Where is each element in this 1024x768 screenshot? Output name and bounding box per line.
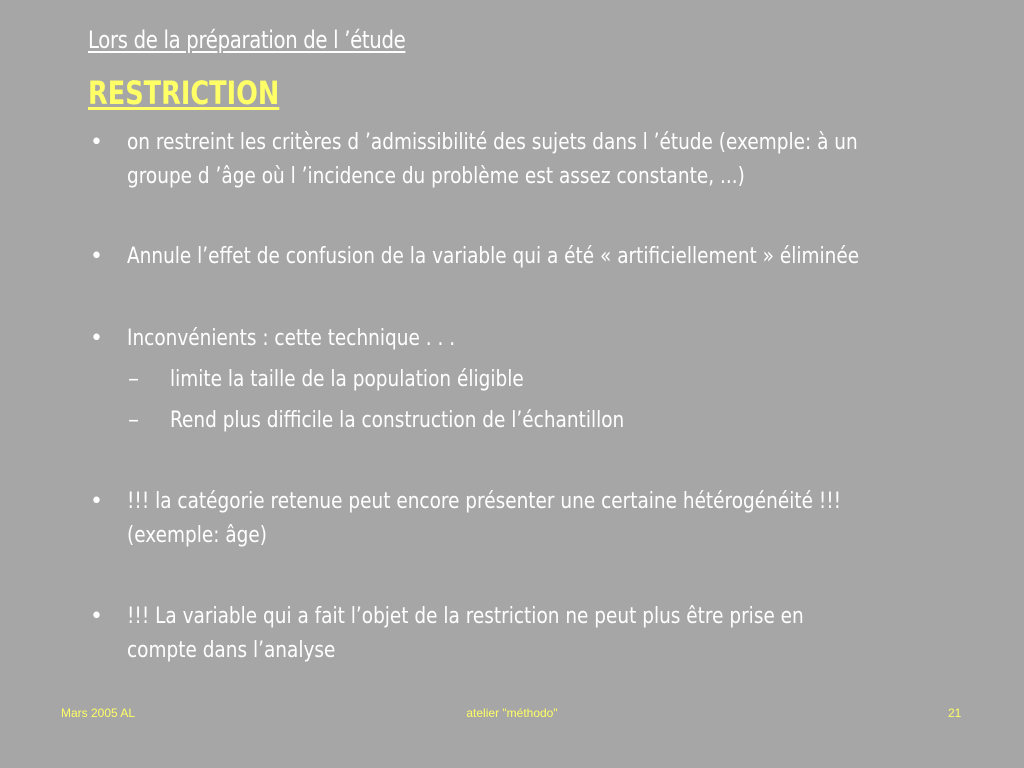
bullet-line: compte dans l’analyse xyxy=(127,638,336,663)
bullet-icon: • xyxy=(90,326,103,351)
sub-item-text: Rend plus difficile la construction de l’échantillon xyxy=(170,408,625,433)
dash-icon: – xyxy=(128,367,139,392)
bullet-text xyxy=(127,485,967,553)
bullet-line: !!! la catégorie retenue peut encore présenter une certaine hétérogénéité !!! xyxy=(127,489,842,514)
bullet-line: groupe d ’âge où l ’incidence du problème est assez constante, ...) xyxy=(127,164,745,189)
bullet-line: on restreint les critères d ’admissibilité des sujets dans l ’étude (exemple: à un xyxy=(127,130,858,155)
bullet-icon: • xyxy=(90,244,103,269)
slide-subtitle: RESTRICTION xyxy=(88,74,280,112)
bullet-line: !!! La variable qui a fait l’objet de la restriction ne peut plus être prise en xyxy=(127,604,804,629)
dash-icon: – xyxy=(128,408,139,433)
bullet-line: Annule l’effet de confusion de la variable qui a été « artificiellement » éliminée xyxy=(127,244,860,269)
bullet-icon: • xyxy=(90,489,103,514)
bullet-line: Inconvénients : cette technique . . . xyxy=(127,326,456,351)
bullet-text xyxy=(127,126,967,194)
footer-title: atelier "méthodo" xyxy=(466,706,558,720)
bullet-icon: • xyxy=(90,130,103,155)
bullet-text xyxy=(127,240,967,274)
bullet-line: (exemple: âge) xyxy=(127,523,267,548)
page-number: 21 xyxy=(948,706,962,720)
bullet-icon: • xyxy=(90,604,103,629)
bullet-text xyxy=(127,322,967,356)
footer-date: Mars 2005 AL xyxy=(61,706,136,720)
slide-title: Lors de la préparation de l ’étude xyxy=(88,26,406,54)
bullet-text xyxy=(127,600,967,668)
sub-item-text: limite la taille de la population éligible xyxy=(170,367,524,392)
